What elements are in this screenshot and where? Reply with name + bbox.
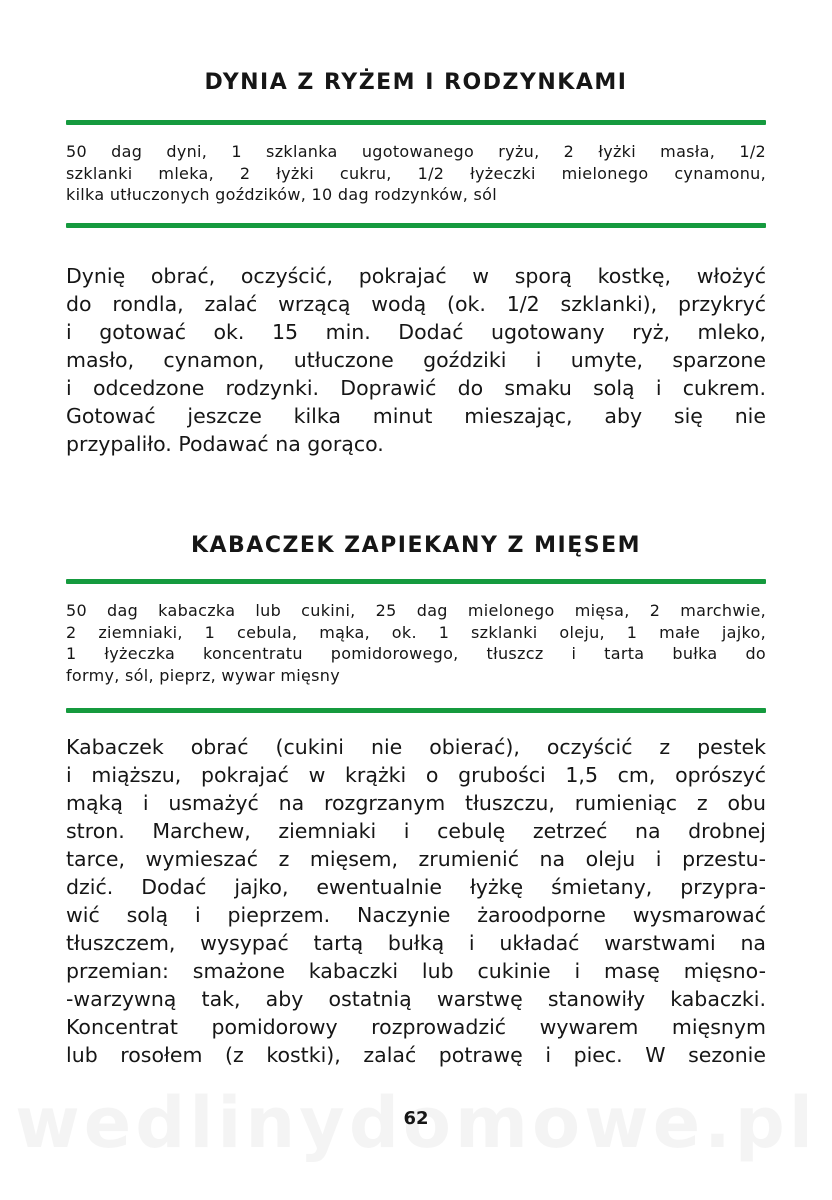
instructions-line: i miąższu, pokrajać w krążki o grubości 1,5 cm, oprószyć	[66, 763, 766, 787]
instructions-line: Koncentrat pomidorowy rozprowadzić wywarem mięsnym	[66, 1015, 766, 1039]
instructions-line: przemian: smażone kabaczki lub cukinie i masę mięsno-	[66, 959, 766, 983]
instructions-line: Kabaczek obrać (cukini nie obierać), oczyścić z pestek	[66, 735, 766, 759]
instructions-line: i odcedzone rodzynki. Doprawić do smaku solą i cukrem.	[66, 376, 766, 400]
instructions-line: i gotować ok. 15 min. Dodać ugotowany ryż, mleko,	[66, 320, 766, 344]
ingredients-line: 2 ziemniaki, 1 cebula, mąka, ok. 1 szklanki oleju, 1 małe jajko,	[66, 622, 766, 642]
instructions-line: tarce, wymieszać z mięsem, zrumienić na oleju i przestu-	[66, 847, 766, 871]
instructions-line: dzić. Dodać jajko, ewentualnie łyżkę śmietany, przypra-	[66, 875, 766, 899]
instructions-line: Gotować jeszcze kilka minut mieszając, aby się nie	[66, 404, 766, 428]
green-rule-bottom	[66, 708, 766, 713]
ingredients-line: 50 dag kabaczka lub cukini, 25 dag mielonego mięsa, 2 marchwie,	[66, 601, 766, 620]
instructions-line: wić solą i pieprzem. Naczynie żaroodporne wysmarować	[66, 903, 766, 927]
ingredients-line: kilka utłuczonych goździków, 10 dag rodzynków, sól	[66, 185, 497, 204]
green-rule-top	[66, 120, 766, 125]
ingredients-list	[66, 141, 766, 206]
instructions-line: mąką i usmażyć na rozgrzanym tłuszczu, rumieniąc z obu	[66, 791, 766, 815]
instructions-text	[66, 733, 766, 1069]
instructions-text	[66, 262, 766, 458]
instructions-line: stron. Marchew, ziemniaki i cebulę zetrzeć na drobnej	[66, 819, 766, 843]
instructions-line: tłuszczem, wysypać tartą bułką i układać warstwami na	[66, 931, 766, 955]
instructions-line: do rondla, zalać wrzącą wodą (ok. 1/2 szklanki), przykryć	[66, 292, 766, 316]
ingredients-line: 1 łyżeczka koncentratu pomidorowego, tłuszcz i tarta bułka do	[66, 644, 766, 663]
instructions-line: Dynię obrać, oczyścić, pokrajać w sporą kostkę, włożyć	[66, 264, 766, 288]
green-rule-top	[66, 579, 766, 584]
ingredients-line: 50 dag dyni, 1 szklanka ugotowanego ryżu, 2 łyżki masła, 1/2	[66, 142, 766, 161]
recipe-title: DYNIA Z RYŻEM I RODZYNKAMI	[204, 70, 628, 95]
ingredients-list	[66, 600, 766, 686]
green-rule-bottom	[66, 223, 766, 228]
instructions-line: lub rosołem (z kostki), zalać potrawę i piec. W sezonie	[66, 1043, 766, 1067]
instructions-line: -warzywną tak, aby ostatnią warstwę stanowiły kabaczki.	[66, 987, 766, 1011]
instructions-line: masło, cynamon, utłuczone goździki i umyte, sparzone	[66, 348, 766, 372]
ingredients-line: szklanki mleka, 2 łyżki cukru, 1/2 łyżeczki mielonego cynamonu,	[66, 163, 766, 183]
instructions-line: przypaliło. Podawać na gorąco.	[66, 432, 384, 456]
page-number: 62	[403, 1108, 429, 1129]
ingredients-line: formy, sól, pieprz, wywar mięsny	[66, 665, 340, 685]
recipe-title: KABACZEK ZAPIEKANY Z MIĘSEM	[190, 533, 642, 558]
